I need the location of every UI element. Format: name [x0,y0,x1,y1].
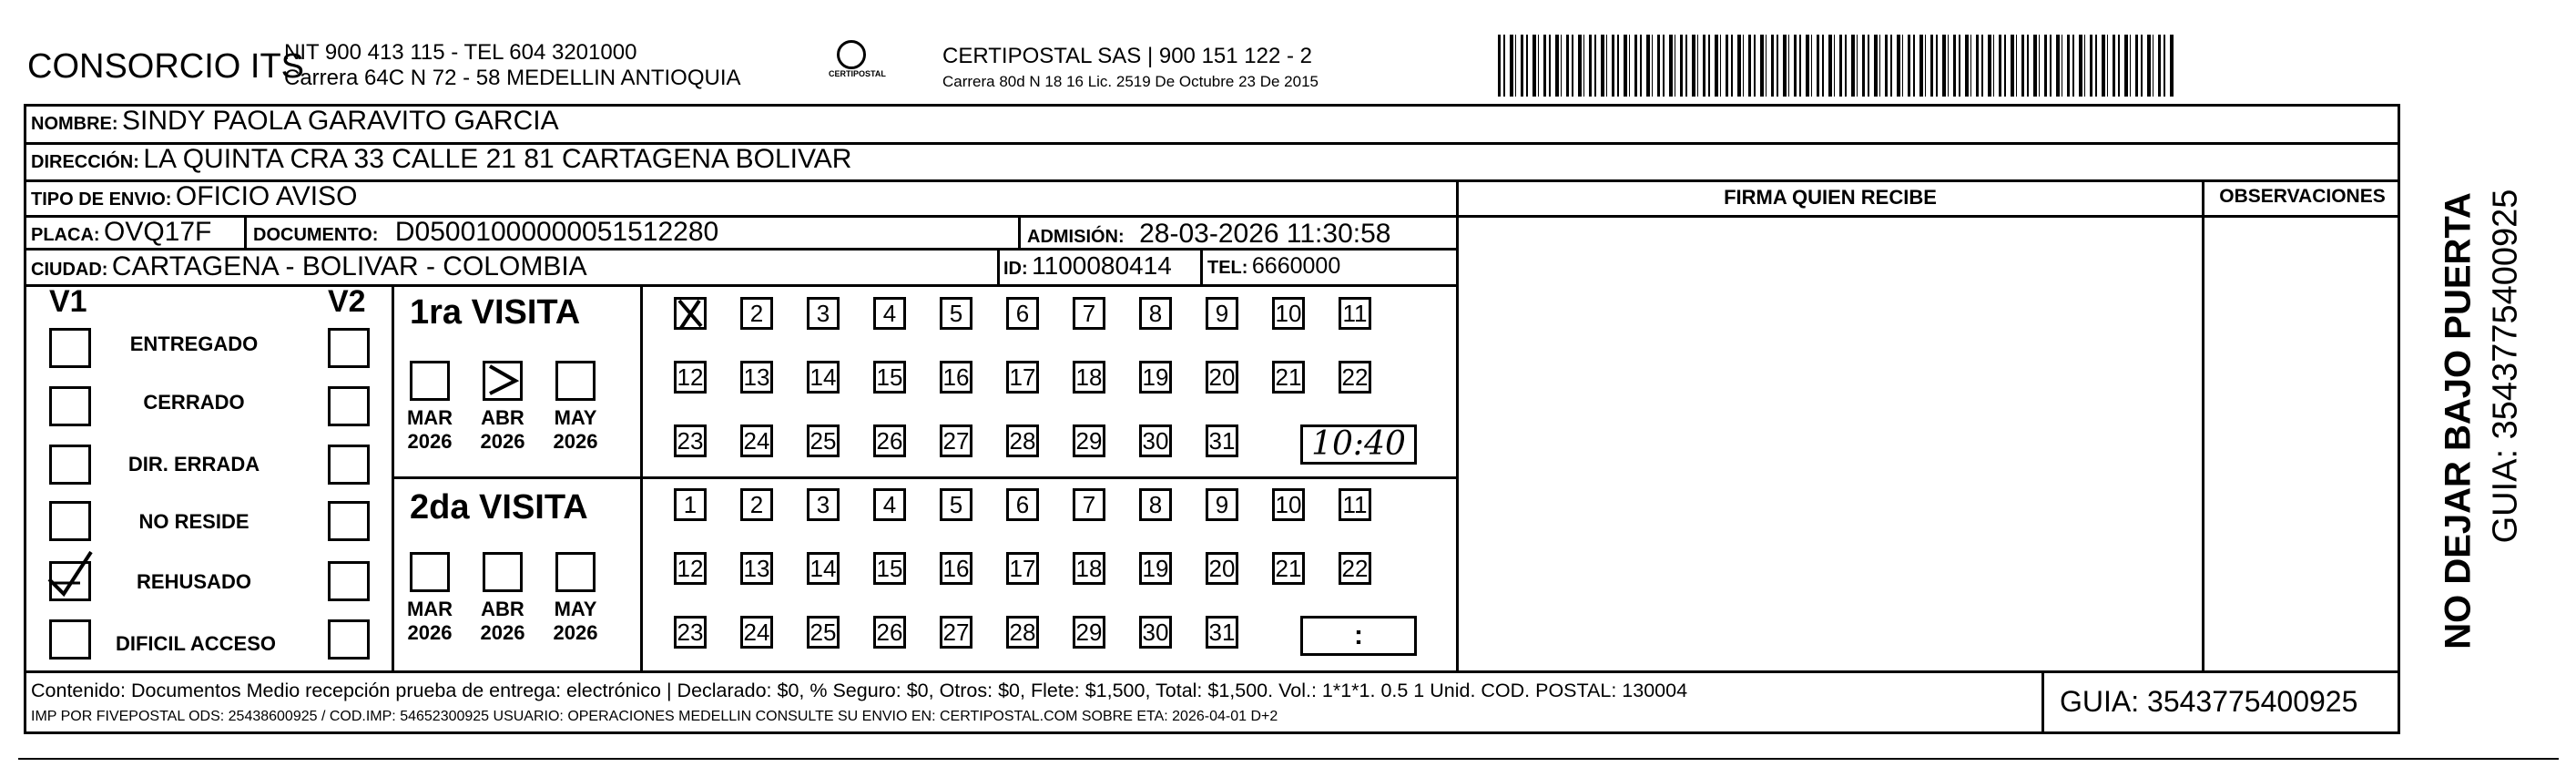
visit1-day-21[interactable]: 21 [1272,361,1305,394]
visit2-day-19[interactable]: 19 [1139,552,1172,585]
direccion-row [31,144,851,175]
visit2-day-15[interactable]: 15 [873,552,906,585]
visit1-day-27[interactable]: 27 [940,424,972,457]
visit2-day-24[interactable]: 24 [740,616,773,649]
visit1-day-15[interactable]: 15 [873,361,906,394]
certipostal-logo [829,40,886,78]
v2-checkbox-no-reside[interactable] [328,501,370,541]
option-no-reside: NO RESIDE [138,510,249,533]
option-cerrado: CERRADO [143,391,245,414]
ciudad-value: CARTAGENA - BOLIVAR - COLOMBIA [111,251,587,281]
id-value: 1100080414 [1032,251,1172,280]
option-rehusado: REHUSADO [137,570,251,593]
visit1-month-mar: MAR 2026 [406,406,453,453]
company-address: Carrera 64C N 72 - 58 MEDELLIN ANTIOQUIA [284,66,741,90]
visit2-day-25[interactable]: 25 [807,616,840,649]
footer-imp-line: IMP POR FIVEPOSTAL ODS: 25438600925 / COD.IMP: 54652300925 USUARIO: OPERACIONES MEDELLIN CONSULTE SU ENVIO EN: CERTIPOSTAL.COM SOBRE ETA: 2026-04-01 D+2 [31,709,1278,724]
visit1-title: 1ra VISITA [410,293,581,332]
visit2-month-may: MAY 2026 [553,598,598,644]
signature-area[interactable] [1459,215,2202,670]
tipo-value: OFICIO AVISO [175,181,358,211]
visit1-day-28[interactable]: 28 [1006,424,1039,457]
visit1-day-26[interactable]: 26 [873,424,906,457]
visit1-month-abr: ABR 2026 [480,406,525,453]
license-line: Carrera 80d N 18 16 Lic. 2519 De Octubre 23 De 2015 [942,73,1319,90]
barcode [1498,35,2174,97]
v1-checkbox-dificil-acceso[interactable] [49,619,91,660]
visit1-day-18[interactable]: 18 [1073,361,1105,394]
direccion-label: DIRECCIÓN: [31,152,139,172]
divider [1200,248,1203,286]
visit1-day-16[interactable]: 16 [940,361,972,394]
visit1-month-mar-checkbox[interactable] [410,361,450,401]
divider [997,248,1000,286]
visit2-day-9[interactable]: 9 [1206,488,1238,521]
visit1-day-2[interactable]: 2 [740,297,773,330]
visit1-day-13[interactable]: 13 [740,361,773,394]
visit2-day-12[interactable]: 12 [674,552,707,585]
visit1-month-may-checkbox[interactable] [555,361,596,401]
v2-checkbox-dificil-acceso[interactable] [328,619,370,660]
visit2-month-abr: ABR 2026 [480,598,525,644]
visit2-month-mar: MAR 2026 [406,598,453,644]
footer-content-line: Contenido: Documentos Medio recepción prueba de entrega: electrónico | Declarado: $0, % Seguro: $0, Otros: $0, Flete: $1,500, Total: $1,500. Vol.: 1*1*1. 0.5 1 Unid. COD. POSTAL: 130004 [31,680,1688,701]
tel-row [1207,253,1340,280]
placa-label: PLACA: [31,225,100,245]
visit1-day-17[interactable]: 17 [1006,361,1039,394]
visit1-month-may: MAY 2026 [553,406,598,453]
placa-row [31,217,211,248]
divider [24,284,1456,287]
firma-header: FIRMA QUIEN RECIBE [1724,186,1937,209]
logo-text: CERTIPOSTAL [829,69,886,78]
divider [244,215,247,250]
day-1-mark-icon [674,297,707,330]
documento-label: DOCUMENTO: [253,225,379,245]
visit2-day-22[interactable]: 22 [1339,552,1371,585]
observaciones-area[interactable] [2204,215,2400,670]
ciudad-row [31,251,587,282]
visit2-day-14[interactable]: 14 [807,552,840,585]
nit-line: NIT 900 413 115 - TEL 604 3201000 [284,40,637,65]
visit1-day-19[interactable]: 19 [1139,361,1172,394]
visit1-day-22[interactable]: 22 [1339,361,1371,394]
option-dificil-acceso: DIFICIL ACCESO [115,632,276,655]
visit1-time-value: 10:40 [1311,425,1406,463]
visit2-day-7[interactable]: 7 [1073,488,1105,521]
visit1-day-12[interactable]: 12 [674,361,707,394]
abr-mark-icon [483,361,523,401]
visit2-day-30[interactable]: 30 [1139,616,1172,649]
documento-value: D05001000000051512280 [394,217,719,247]
v2-checkbox-cerrado[interactable] [328,386,370,426]
v1-checkbox-dir-errada[interactable] [49,445,91,485]
option-dir-errada: DIR. ERRADA [127,453,260,476]
visit2-day-18[interactable]: 18 [1073,552,1105,585]
v2-label: V2 [328,284,366,319]
visit2-day-10[interactable]: 10 [1272,488,1305,521]
visit1-day-14[interactable]: 14 [807,361,840,394]
visit2-day-1[interactable]: 1 [674,488,707,521]
divider [1018,215,1021,250]
visit2-month-mar-checkbox[interactable] [410,552,450,592]
tipo-row [31,181,357,212]
side-warning: NO DEJAR BAJO PUERTA [2438,192,2479,649]
visit2-day-28[interactable]: 28 [1006,616,1039,649]
v2-checkbox-entregado[interactable] [328,328,370,368]
option-entregado: ENTREGADO [129,332,259,355]
visit2-title: 2da VISITA [410,488,588,527]
nombre-row [31,106,559,137]
tel-label: TEL: [1207,258,1248,278]
visit1-day-4[interactable]: 4 [873,297,906,330]
v1-checkbox-no-reside[interactable] [49,501,91,541]
visit2-day-20[interactable]: 20 [1206,552,1238,585]
nombre-label: NOMBRE: [31,114,118,134]
visit2-day-2[interactable]: 2 [740,488,773,521]
visit1-day-9[interactable]: 9 [1206,297,1238,330]
visit2-month-may-checkbox[interactable] [555,552,596,592]
visit1-day-31[interactable]: 31 [1206,424,1238,457]
visit2-day-4[interactable]: 4 [873,488,906,521]
visit2-day-17[interactable]: 17 [1006,552,1039,585]
divider [2041,670,2044,734]
visit2-day-6[interactable]: 6 [1006,488,1039,521]
visit1-day-20[interactable]: 20 [1206,361,1238,394]
visit2-month-abr-checkbox[interactable] [483,552,523,592]
visit2-time-value: : [1354,620,1363,650]
observaciones-header: OBSERVACIONES [2219,186,2386,207]
visit1-day-29[interactable]: 29 [1073,424,1105,457]
visit1-day-5[interactable]: 5 [940,297,972,330]
documento-row [253,217,718,248]
footer-guia: GUIA: 3543775400925 [2060,685,2358,718]
tipo-label: TIPO DE ENVIO: [31,189,172,210]
direccion-value: LA QUINTA CRA 33 CALLE 21 81 CARTAGENA BOLIVAR [143,144,852,174]
visit2-day-13[interactable]: 13 [740,552,773,585]
visit2-day-29[interactable]: 29 [1073,616,1105,649]
v1-checkbox-entregado[interactable] [49,328,91,368]
tel-value: 6660000 [1251,253,1341,279]
visit2-day-8[interactable]: 8 [1139,488,1172,521]
visit2-day-3[interactable]: 3 [807,488,840,521]
id-row [1003,251,1172,281]
divider [24,179,2400,182]
certipostal-line: CERTIPOSTAL SAS | 900 151 122 - 2 [942,44,1312,68]
visit1-day-24[interactable]: 24 [740,424,773,457]
visit1-day-11[interactable]: 11 [1339,297,1371,330]
visit1-day-25[interactable]: 25 [807,424,840,457]
company-name: CONSORCIO ITS [27,47,305,86]
admision-value: 28-03-2026 11:30:58 [1139,219,1391,249]
visit1-day-23[interactable]: 23 [674,424,707,457]
visit2-day-16[interactable]: 16 [940,552,972,585]
v1-checkbox-cerrado[interactable] [49,386,91,426]
admision-row [1027,219,1390,250]
visit2-day-31[interactable]: 31 [1206,616,1238,649]
divider [392,476,1456,479]
visit2-day-23[interactable]: 23 [674,616,707,649]
visit1-day-6[interactable]: 6 [1006,297,1039,330]
visit2-day-5[interactable]: 5 [940,488,972,521]
nombre-value: SINDY PAOLA GARAVITO GARCIA [122,106,559,136]
visit1-day-8[interactable]: 8 [1139,297,1172,330]
visit1-day-3[interactable]: 3 [807,297,840,330]
admision-label: ADMISIÓN: [1027,227,1125,247]
visit2-day-11[interactable]: 11 [1339,488,1371,521]
ciudad-label: CIUDAD: [31,260,108,280]
visit1-day-10[interactable]: 10 [1272,297,1305,330]
v2-checkbox-dir-errada[interactable] [328,445,370,485]
id-label: ID: [1003,259,1028,279]
logo-icon [837,40,866,69]
visit2-day-27[interactable]: 27 [940,616,972,649]
visit2-day-26[interactable]: 26 [873,616,906,649]
v1-label: V1 [49,284,87,319]
side-guia: GUIA: 3543775400925 [2486,189,2525,544]
visit1-day-30[interactable]: 30 [1139,424,1172,457]
placa-value: OVQ17F [104,217,212,247]
bottom-edge-line [18,758,2559,760]
visit2-day-21[interactable]: 21 [1272,552,1305,585]
visit1-day-7[interactable]: 7 [1073,297,1105,330]
v2-checkbox-rehusado[interactable] [328,561,370,601]
